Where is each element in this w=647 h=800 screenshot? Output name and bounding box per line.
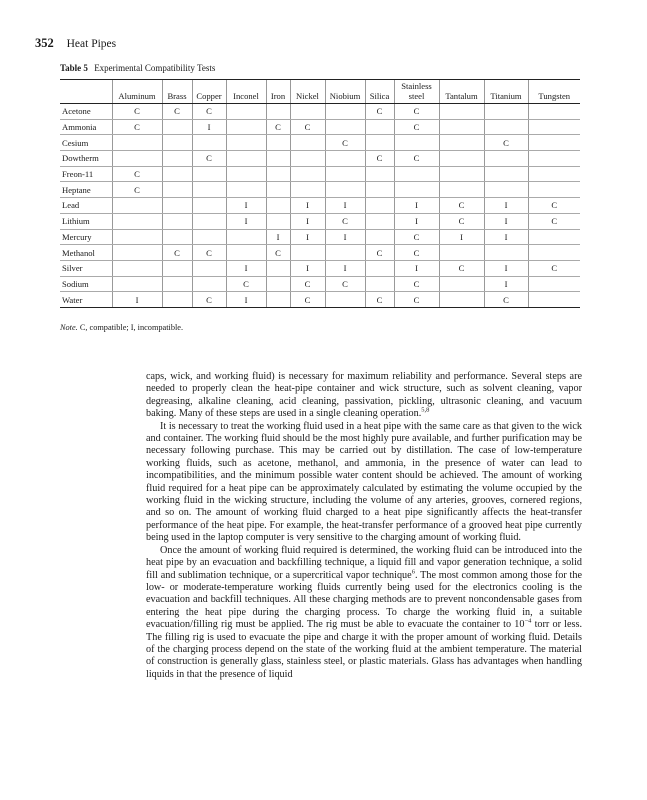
compatibility-cell xyxy=(325,104,365,120)
header-cell-material: Titanium xyxy=(484,80,528,104)
table-row xyxy=(60,151,580,167)
compatibility-cell: C xyxy=(290,292,325,308)
compatibility-cell: C xyxy=(325,213,365,229)
compatibility-cell xyxy=(365,276,394,292)
header-cell-material: Inconel xyxy=(226,80,266,104)
compatibility-cell: I xyxy=(226,213,266,229)
compatibility-cell xyxy=(266,151,290,167)
compatibility-cell xyxy=(266,260,290,276)
compatibility-cell: C xyxy=(528,260,580,276)
compatibility-cell xyxy=(484,119,528,135)
compatibility-cell xyxy=(439,151,484,167)
compatibility-cell xyxy=(290,135,325,151)
compatibility-cell: I xyxy=(484,229,528,245)
compatibility-cell xyxy=(226,229,266,245)
compatibility-cell: I xyxy=(325,198,365,214)
table-row xyxy=(60,229,580,245)
header-cell-material: Stainless steel xyxy=(394,80,439,104)
table-caption xyxy=(60,63,215,73)
compatibility-cell: I xyxy=(226,292,266,308)
compatibility-cell xyxy=(290,151,325,167)
compatibility-cell xyxy=(325,292,365,308)
fluid-name-cell: Heptane xyxy=(60,182,112,198)
compatibility-cell: C xyxy=(325,276,365,292)
header-cell-material: Silica xyxy=(365,80,394,104)
header-cell-material: Tungsten xyxy=(528,80,580,104)
compatibility-cell xyxy=(162,182,192,198)
compatibility-cell xyxy=(484,182,528,198)
compatibility-cell xyxy=(226,135,266,151)
compatibility-cell xyxy=(266,213,290,229)
compatibility-cell: I xyxy=(484,213,528,229)
fluid-name-cell: Sodium xyxy=(60,276,112,292)
compatibility-cell: C xyxy=(325,135,365,151)
compatibility-cell xyxy=(365,213,394,229)
compatibility-cell xyxy=(528,276,580,292)
compatibility-cell: I xyxy=(325,229,365,245)
compatibility-cell xyxy=(394,166,439,182)
running-title: Heat Pipes xyxy=(66,38,117,50)
table-row xyxy=(60,213,580,229)
compatibility-cell xyxy=(365,166,394,182)
compatibility-cell xyxy=(439,245,484,261)
compatibility-cell xyxy=(226,119,266,135)
fluid-name-cell: Methanol xyxy=(60,245,112,261)
compatibility-cell: C xyxy=(394,276,439,292)
compatibility-cell: C xyxy=(192,245,226,261)
compatibility-cell: C xyxy=(162,104,192,120)
compatibility-cell xyxy=(528,119,580,135)
compatibility-cell xyxy=(439,135,484,151)
table-title: Experimental Compatibility Tests xyxy=(94,63,216,73)
compatibility-cell xyxy=(394,135,439,151)
header-cell-material: Tantalum xyxy=(439,80,484,104)
compatibility-cell: C xyxy=(266,245,290,261)
compatibility-cell xyxy=(439,276,484,292)
compatibility-cell xyxy=(162,166,192,182)
compatibility-cell: C xyxy=(439,198,484,214)
compatibility-cell: C xyxy=(439,213,484,229)
compatibility-cell xyxy=(266,292,290,308)
table-row xyxy=(60,260,580,276)
compatibility-cell xyxy=(112,276,162,292)
fluid-name-cell: Freon-11 xyxy=(60,166,112,182)
compatibility-cell xyxy=(162,213,192,229)
compatibility-cell xyxy=(192,135,226,151)
compatibility-cell: C xyxy=(528,198,580,214)
compatibility-cell xyxy=(484,245,528,261)
compatibility-cell: I xyxy=(226,260,266,276)
compatibility-cell xyxy=(484,151,528,167)
compatibility-cell: C xyxy=(266,119,290,135)
paragraph-2: It is necessary to treat the working fluid used in a heat pipe with the same care as that given to the wick and container. The working fluid should be the most highly pure available, and further purification may be necessary following purchase. This may be carried out by distillation. The case of low-temperature working fluids, such as acetone, methanol, and ammonia, in the presence of water can lead to incompatibilities, and the minimum possible water content should be achieved. The amount of working fluid required for a heat pipe can be approximately calculated by estimating the volume occupied by the working fluid in the wicking structure, including the volume of any arteries, grooves, cornered regions, and so on. The amount of working fluid charged to a heat pipe significantly affects the heat-transfer performance of the heat pipe. For example, the heat-transfer performance of a grooved heat pipe currently being used in the laptop computer is very sensitive to the charging amount of working fluid. xyxy=(146,420,582,544)
compatibility-cell xyxy=(112,213,162,229)
compatibility-cell: I xyxy=(394,213,439,229)
fluid-name-cell: Mercury xyxy=(60,229,112,245)
compatibility-cell xyxy=(192,198,226,214)
compatibility-cell: I xyxy=(192,119,226,135)
compatibility-cell xyxy=(290,104,325,120)
compatibility-cell: C xyxy=(290,276,325,292)
table-row xyxy=(60,292,580,308)
compatibility-cell xyxy=(528,104,580,120)
compatibility-cell xyxy=(394,182,439,198)
compatibility-cell xyxy=(112,135,162,151)
note-text: C, compatible; I, incompatible. xyxy=(79,323,184,332)
compatibility-cell: C xyxy=(290,119,325,135)
compatibility-cell xyxy=(162,229,192,245)
compatibility-cell: C xyxy=(192,104,226,120)
exponent-superscript: −4 xyxy=(524,617,532,625)
compatibility-cell xyxy=(325,245,365,261)
compatibility-cell xyxy=(266,198,290,214)
compatibility-cell xyxy=(162,151,192,167)
compatibility-cell: C xyxy=(192,292,226,308)
compatibility-cell: I xyxy=(290,213,325,229)
compatibility-cell: C xyxy=(112,166,162,182)
fluid-name-cell: Dowtherm xyxy=(60,151,112,167)
compatibility-cell xyxy=(112,198,162,214)
compatibility-cell: C xyxy=(484,292,528,308)
compatibility-cell xyxy=(112,260,162,276)
page-header xyxy=(35,36,116,51)
compatibility-cell xyxy=(484,166,528,182)
compatibility-cell: I xyxy=(484,276,528,292)
compatibility-cell: C xyxy=(439,260,484,276)
compatibility-cell xyxy=(365,198,394,214)
fluid-name-cell: Acetone xyxy=(60,104,112,120)
compatibility-cell xyxy=(528,151,580,167)
compatibility-cell: C xyxy=(365,151,394,167)
compatibility-cell xyxy=(162,260,192,276)
reference-superscript: 6 xyxy=(411,568,415,576)
fluid-name-cell: Cesium xyxy=(60,135,112,151)
table-row xyxy=(60,245,580,261)
compatibility-table xyxy=(60,79,580,308)
note-label: Note. xyxy=(60,323,78,332)
compatibility-cell: C xyxy=(162,245,192,261)
compatibility-cell xyxy=(290,245,325,261)
table-note xyxy=(60,323,183,332)
header-cell-material: Niobium xyxy=(325,80,365,104)
compatibility-cell: C xyxy=(112,182,162,198)
compatibility-cell xyxy=(192,260,226,276)
compatibility-cell xyxy=(226,166,266,182)
table-row xyxy=(60,166,580,182)
compatibility-cell xyxy=(528,182,580,198)
fluid-name-cell: Ammonia xyxy=(60,119,112,135)
compatibility-cell xyxy=(162,119,192,135)
compatibility-cell xyxy=(226,182,266,198)
compatibility-cell xyxy=(439,119,484,135)
compatibility-cell: I xyxy=(226,198,266,214)
compatibility-cell xyxy=(226,245,266,261)
compatibility-cell xyxy=(439,104,484,120)
compatibility-cell xyxy=(290,166,325,182)
compatibility-cell xyxy=(112,245,162,261)
compatibility-cell: I xyxy=(290,229,325,245)
table-label: Table 5 xyxy=(60,63,88,73)
compatibility-cell xyxy=(162,276,192,292)
compatibility-cell xyxy=(290,182,325,198)
compatibility-cell xyxy=(365,182,394,198)
compatibility-cell xyxy=(365,229,394,245)
table-row xyxy=(60,135,580,151)
fluid-name-cell: Lead xyxy=(60,198,112,214)
compatibility-cell xyxy=(162,292,192,308)
compatibility-cell xyxy=(192,182,226,198)
compatibility-cell: C xyxy=(394,119,439,135)
compatibility-cell: C xyxy=(365,292,394,308)
compatibility-cell xyxy=(528,292,580,308)
compatibility-cell xyxy=(325,119,365,135)
compatibility-cell xyxy=(112,229,162,245)
table-row xyxy=(60,182,580,198)
compatibility-cell: C xyxy=(528,213,580,229)
compatibility-cell xyxy=(365,119,394,135)
compatibility-cell xyxy=(325,151,365,167)
compatibility-cell xyxy=(325,166,365,182)
paragraph-3: Once the amount of working fluid required is determined, the working fluid can be introduced into the heat pipe by an evacuation and backfilling technique, a liquid fill and vapor generation technique, a solid fill and sublimation technique, or a supercritical vapor technique$^6$. The most common among those for the low- or moderate-temperature working fluids currently being used for the electronics cooling is the evacuation and backfill techniques. All these charging methods are to prevent noncondensable gases from entering the heat pipe during the charging process. To charge the working fluid in, a suitable evacuation/filling rig must be applied. The rig must be able to evacuate the container to $10^{-4}$ torr or less. The filling rig is used to evacuate the pipe and charge it with the proper amount of working fluid. Details of the charging process depend on the state of the working fluid at the ambient temperature. The material of construction is generally glass, stainless steel, or plastic materials. Glass has advantages when handling liquids in that the presence of liquid xyxy=(146,544,582,680)
compatibility-cell xyxy=(266,104,290,120)
compatibility-cell: C xyxy=(394,292,439,308)
compatibility-cell xyxy=(266,135,290,151)
compatibility-cell: C xyxy=(226,276,266,292)
compatibility-cell xyxy=(162,135,192,151)
compatibility-cell: C xyxy=(365,245,394,261)
compatibility-cell: I xyxy=(112,292,162,308)
compatibility-cell: C xyxy=(192,151,226,167)
compatibility-cell: I xyxy=(325,260,365,276)
body-text xyxy=(146,371,582,681)
header-cell-fluid xyxy=(60,80,112,104)
compatibility-cell xyxy=(192,276,226,292)
compatibility-cell xyxy=(162,198,192,214)
header-cell-material: Iron xyxy=(266,80,290,104)
header-cell-material: Brass xyxy=(162,80,192,104)
compatibility-cell: C xyxy=(112,104,162,120)
compatibility-cell: I xyxy=(290,260,325,276)
header-cell-material: Nickel xyxy=(290,80,325,104)
compatibility-cell: I xyxy=(290,198,325,214)
compatibility-cell xyxy=(192,229,226,245)
compatibility-cell xyxy=(266,166,290,182)
compatibility-cell xyxy=(439,182,484,198)
compatibility-cell: I xyxy=(439,229,484,245)
compatibility-cell: I xyxy=(484,198,528,214)
table-header-row xyxy=(60,80,580,104)
compatibility-cell: C xyxy=(112,119,162,135)
page-number: 352 xyxy=(35,36,54,50)
header-cell-material: Aluminum xyxy=(112,80,162,104)
compatibility-cell xyxy=(528,245,580,261)
compatibility-cell: C xyxy=(394,245,439,261)
compatibility-cell xyxy=(266,182,290,198)
compatibility-cell xyxy=(266,276,290,292)
compatibility-cell xyxy=(528,166,580,182)
fluid-name-cell: Lithium xyxy=(60,213,112,229)
fluid-name-cell: Water xyxy=(60,292,112,308)
compatibility-cell: C xyxy=(484,135,528,151)
compatibility-cell xyxy=(226,104,266,120)
header-cell-material: Copper xyxy=(192,80,226,104)
compatibility-cell: I xyxy=(266,229,290,245)
compatibility-cell xyxy=(365,135,394,151)
table-row xyxy=(60,276,580,292)
compatibility-cell xyxy=(365,260,394,276)
compatibility-cell xyxy=(484,104,528,120)
compatibility-cell xyxy=(226,151,266,167)
compatibility-cell xyxy=(325,182,365,198)
compatibility-cell xyxy=(439,292,484,308)
compatibility-cell: C xyxy=(394,151,439,167)
compatibility-cell xyxy=(528,135,580,151)
reference-superscript: 5,8 xyxy=(421,406,430,414)
table-row xyxy=(60,198,580,214)
compatibility-cell: I xyxy=(394,198,439,214)
paragraph-1: caps, wick, and working fluid) is necessary for maximum reliability and performance. Several steps are needed to properly clean the heat-pipe container and wick structure, such as solvent cleaning, vapor degreasing, alkaline cleaning, acid cleaning, passivation, pickling, ultrasonic cleaning, and vacuum baking. Many of these steps are used in a single cleaning operation.$^{5,8}$ xyxy=(146,371,582,420)
compatibility-cell: I xyxy=(484,260,528,276)
compatibility-cell xyxy=(112,151,162,167)
fluid-name-cell: Silver xyxy=(60,260,112,276)
compatibility-cell xyxy=(192,166,226,182)
compatibility-cell xyxy=(439,166,484,182)
compatibility-cell: C xyxy=(394,229,439,245)
compatibility-cell: C xyxy=(365,104,394,120)
table-row xyxy=(60,104,580,120)
compatibility-cell xyxy=(192,213,226,229)
compatibility-cell: C xyxy=(394,104,439,120)
compatibility-cell xyxy=(528,229,580,245)
table-row xyxy=(60,119,580,135)
compatibility-cell: I xyxy=(394,260,439,276)
